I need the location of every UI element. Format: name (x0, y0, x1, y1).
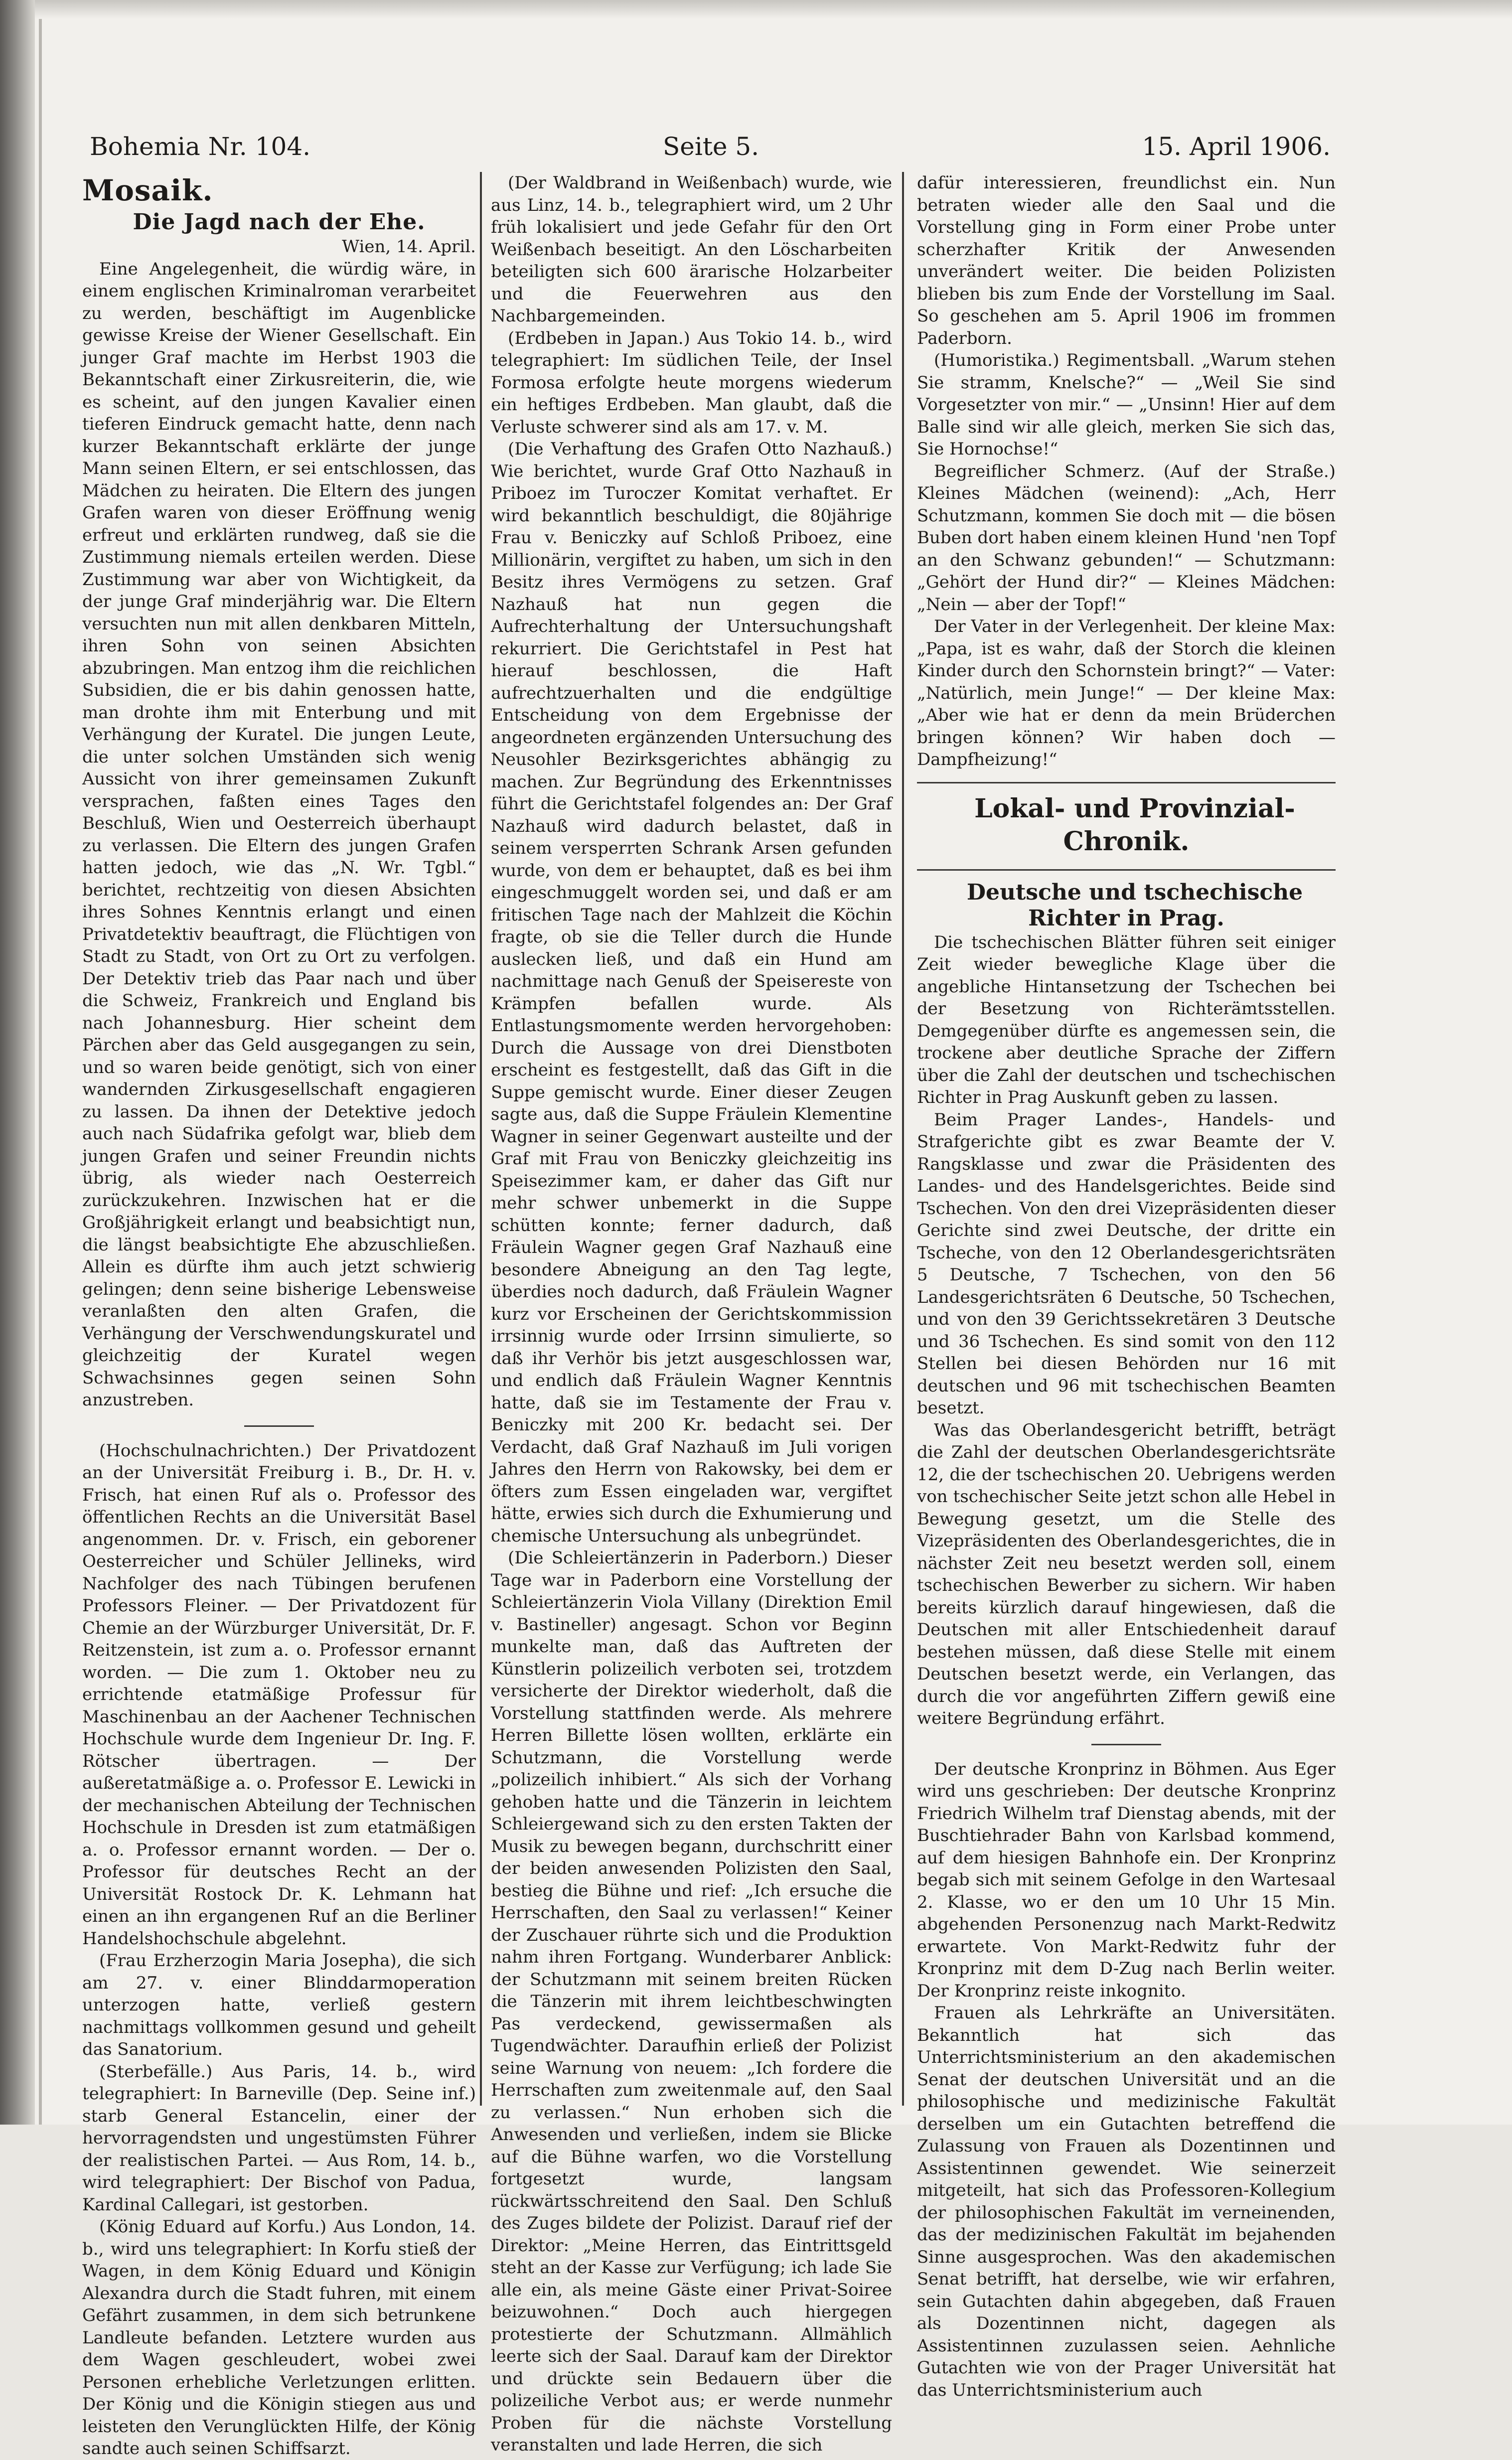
news-item-verhaftung: (Die Verhaftung des Grafen Otto Nazhauß.) Wie berichtet, wurde Graf Otto Nazhauß in Priboez im Turoczer Komitat verhaftet. Er wird bekanntlich beschuldigt, die 80jährige Frau v. Beniczky auf Schloß Priboez, eine Millionärin, vergiftet zu haben, um sich in den Besitz ihres Vermögens zu setzen. Graf Nazhauß hat nun gegen die Aufrechterhaltung der Untersuchungshaft rekurriert. Die Gerichtstafel in Pest hat hierauf beschlossen, die Haft aufrechtzuerhalten und die endgültige Entscheidung von dem Ergebnisse der angeordneten ergänzenden Untersuchung des Neusohler Bezirksgerichtes abhängig zu machen. Zur Begründung des Erkenntnisses führt die Gerichtstafel folgendes an: Der Graf Nazhauß wird dadurch belastet, daß in seinem versperrten Schrank Arsen gefunden wurde, von dem er behauptet, daß es bei ihm eingeschmuggelt worden sei, und daß er am fritischen Tage nach der Mahlzeit die Köchin fragte, ob sie die Teller durch die Hunde auslecken ließ, und daß ein Hund am nachmittage nach Genuß der Speisereste von Krämpfen befallen wurde. Als Entlastungsmomente werden hervorgehoben: Durch die Aussage von drei Dienstboten erscheint es festgestellt, daß das Gift in die Suppe gemischt wurde. Einer dieser Zeugen sagte aus, daß die Suppe Fräulein Klementine Wagner in seiner Gegenwart austeilte und der Graf mit Frau von Beniczky gleichzeitig ins Speisezimmer kam, er daher das Gift nur mehr schwer unbemerkt in die Suppe schütten konnte; ferner dadurch, daß Fräulein Wagner gegen Graf Nazhauß eine besondere Abneigung an den Tag legte, überdies noch dadurch, daß Fräulein Wagner kurz vor Erscheinen der Gerichtskommission irrsinnig wurde oder Irrsinn simulierte, so daß ihr Verhör bis jetzt ausgeschlossen war, und endlich daß Fräulein Wagner Kenntnis hatte, daß sie im Testamente der Frau v. Beniczky mit 200 Kr. bedacht sei. Der Verdacht, daß Graf Nazhauß im Juli vorigen Jahres den Herrn von Rakowsky, bei dem er öfters zum Essen eingeladen war, vergiftet hätte, erwies sich durch die Exhumierung und chemische Untersuchung als unbegründet. (491, 439, 892, 1546)
column-rule-1 (480, 172, 482, 2106)
separator-rule-2 (1091, 1744, 1161, 1745)
column-3 (917, 172, 1336, 2400)
news-item-continuation: dafür interessieren, freundlichst ein. Nun betraten wieder alle den Saal und die Vorstellung ging in Form einer Probe unter scherzhafter Kritik der Anwesenden unverändert weiter. Die beiden Polizisten blieben bis zum Ende der Vorstellung im Saal. So geschehen am 5. April 1906 im frommen Paderborn. (917, 173, 1336, 348)
news-item-schmerz: Begreiflicher Schmerz. (Auf der Straße.) Kleines Mädchen (weinend): „Ach, Herr Schutzmann, kommen Sie doch mit — die bösen Buben dort haben einem kleinen Hund 'nen Topf an den Schwanz gebunden!“ — Schutzmann: „Gehört der Hund dir?“ — Kleines Mädchen: „Nein — aber der Topf!“ (917, 461, 1336, 615)
news-item-humoristika: (Humoristika.) Regimentsball. „Warum stehen Sie stramm, Knelsche?“ — „Weil Sie sind Vorgesetzter von mir.“ — „Unsinn! Hier auf dem Balle sind wir alle gleich, merken Sie sich das, Sie Hornochse!“ (917, 350, 1336, 459)
news-item-kronprinz: Der deutsche Kronprinz in Böhmen. Aus Eger wird uns geschrieben: Der deutsche Kronprinz Friedrich Wilhelm traf Dienstag abends, mit der Buschtiehrader Bahn von Karlsbad kommend, auf dem hiesigen Bahnhofe ein. Der Kronprinz begab sich mit seinem Gefolge in den Wartesaal 2. Klasse, wo er den um 10 Uhr 15 Min. abgehenden Personenzug nach Markt-Redwitz erwartete. Von Markt-Redwitz fuhr der Kronprinz mit dem D-Zug nach Berlin weiter. Der Kronprinz reiste inkognito. (917, 1759, 1336, 2001)
column-2 (491, 172, 892, 2455)
column-rule-2 (902, 172, 904, 2106)
section-separator-bottom (917, 869, 1336, 871)
article-title-jagd: Die Jagd nach der Ehe. (133, 209, 426, 235)
page-top-edge (35, 0, 1512, 19)
article-title-richter: Deutsche und tschechische Richter in Prag. (966, 879, 1303, 931)
book-binding-shadow (0, 0, 35, 2125)
news-item-erdbeben: (Erdbeben in Japan.) Aus Tokio 14. b., wird telegraphiert: Im südlichen Teile, der Insel Formosa erfolgte heute morgens wiederum ein heftiges Erdbeben. Man glaubt, daß die Verluste schwerer sind als am 17. v. M. (491, 328, 892, 437)
column-1 (82, 172, 476, 2459)
article-body-richter-1: Die tschechischen Blätter führen seit einiger Zeit wieder bewegliche Klage über die angebliche Hintansetzung der Tschechen bei der Besetzung von Richterämtsstellen. Demgegenüber dürfte es angemessen sein, die trockene aber deutliche Sprache der Ziffern über die Zahl der deutschen und tschechischen Richter in Prag Auskunft geben zu lassen. (917, 932, 1336, 1107)
news-item-vater: Der Vater in der Verlegenheit. Der kleine Max: „Papa, ist es wahr, daß der Storch die kleinen Kinder durch den Schornstein bringt?“ — Vater: „Natürlich, mein Junge!“ — Der kleine Max: „Aber wie hat er denn da mein Brüderchen bringen können? Wir haben doch — Dampfheizung!“ (917, 616, 1336, 769)
section-title-lokal-chronik: Lokal- und Provinzial-Chronik. (974, 793, 1295, 857)
news-item-frauen-lehrkraefte: Frauen als Lehrkräfte an Universitäten. Bekanntlich hat sich das Unterrichtsministerium an den akademischen Senat der deutschen Universität und an die philosophische und medizinische Fakultät derselben um ein Gutachten betreffend die Zulassung von Frauen als Dozentinnen und Assistentinnen gewendet. Wie seinerzeit mitgeteilt, hat sich das Professoren-Kollegium der philosophischen Fakultät im verneinenden, das der medizinischen Fakultät im bejahenden Sinne ausgesprochen. Was den akademischen Senat betrifft, hat derselbe, wie wir erfahren, sein Gutachten dahin abgegeben, daß Frauen als Dozentinnen nicht, dagegen als Assistentinnen zuzulassen seien. Aehnliche Gutachten wie von der Prager Universität hat das Unterrichtsministerium auch (917, 2003, 1336, 2400)
binding-edge-line (39, 0, 42, 2125)
section-separator-top (917, 782, 1336, 783)
article-body-richter-3: Was das Oberlandesgericht betrifft, beträgt die Zahl der deutschen Oberlandesgerichtsräte 12, die der tschechischen 20. Uebrigens werden von tschechischer Seite jetzt schon alle Hebel in Bewegung gesetzt, um die Stelle des Vizepräsidenten des Oberlandesgerichtes, die in nächster Zeit neu besetzt werden soll, einem tschechischen Bewerber zu sichern. Wir haben bereits kürzlich darauf hingewiesen, daß die Deutschen mit aller Entschiedenheit darauf bestehen müssen, daß diese Stelle mit einem Deutschen besetzt werde, ein Verlangen, das durch die vor angeführten Ziffern gewiß eine weitere Begründung erfährt. (917, 1420, 1336, 1728)
article-body-richter-2: Beim Prager Landes-, Handels- und Strafgerichte gibt es zwar Beamte der V. Rangsklasse und zwar die Präsidenten des Landes- und des Handelsgerichtes. Beide sind Tschechen. Von den drei Vizepräsidenten dieser Gerichte sind zwei Deutsche, der dritte ein Tscheche, von den 12 Oberlandesgerichtsräten 5 Deutsche, 7 Tschechen, von den 56 Landesgerichtsräten 6 Deutsche, 50 Tschechen, und von den 39 Gerichtssekretären 3 Deutsche und 36 Tschechen. Es sind somit von den 112 Stellen bei diesen Behörden nur 16 mit deutschen und 96 mit tschechischen Beamten besetzt. (917, 1109, 1336, 1418)
section-title-mosaik: Mosaik. (82, 173, 213, 207)
news-item-sterbefaelle: (Sterbefälle.) Aus Paris, 14. b., wird telegraphiert: In Barneville (Dep. Seine inf.) starb General Estancelin, einer der hervorragendsten und ungestümsten Führer der realistischen Partei. — Aus Rom, 14. b., wird telegraphiert: Der Bischof von Padua, Kardinal Callegari, ist gestorben. (82, 2061, 476, 2215)
article-body-jagd: Eine Angelegenheit, die würdig wäre, in einem englischen Kriminalroman verarbeitet zu werden, beschäftigt im Augenblicke gewisse Kreise der Wiener Gesellschaft. Ein junger Graf machte im Herbst 1903 die Bekanntschaft einer Zirkusreiterin, die, wie es scheint, auf den jungen Kavalier einen tieferen Eindruck gemacht hatte, denn nach kurzer Bekanntschaft erklärte der junge Mann seinen Eltern, er sei entschlossen, das Mädchen zu heiraten. Die Eltern des jungen Grafen waren von dieser Eröffnung wenig erfreut und erklärten rundweg, daß sie die Zustimmung niemals erteilen werden. Diese Zustimmung war aber von Wichtigkeit, da der junge Graf minderjährig war. Die Eltern versuchten nun mit allen denkbaren Mitteln, ihren Sohn von seinen Absichten abzubringen. Man entzog ihm die reichlichen Subsidien, die er bis dahin genossen hatte, man drohte ihm mit Enterbung und mit Verhängung der Kuratel. Die jungen Leute, die unter solchen Umständen sich wenig Aussicht von ihrer gemeinsamen Zukunft versprachen, faßten eines Tages den Beschluß, Wien und Oesterreich überhaupt zu verlassen. Die Eltern des jungen Grafen hatten jedoch, wie das „N. Wr. Tgbl.“ berichtet, rechtzeitig von diesen Absichten ihres Sohnes Kenntnis erlangt und einen Privatdetektiv beauftragt, die Flüchtigen von Stadt zu Stadt, von Ort zu Ort zu verfolgen. Der Detektiv trieb das Paar nach und über die Schweiz, Frankreich und England bis nach Johannesburg. Hier scheint dem Pärchen aber das Geld ausgegangen zu sein, und so waren beide genötigt, sich von einer wandernden Zirkusgesellschaft engagieren zu lassen. Da ihnen der Detektive jedoch auch nach Südafrika gefolgt war, blieb dem jungen Grafen und seiner Freundin nichts übrig, als wieder nach Oesterreich zurückzukehren. Inzwischen hat er die Großjährigkeit erlangt und beabsichtigt nun, die längst beabsichtigte Ehe abzuschließen. Allein es dürfte ihm auch jetzt schwierig gelingen; denn seine bisherige Lebensweise veranlaßten den alten Grafen, die Verhängung der Verschwendungskuratel und gleichzeitig der Kuratel wegen Schwachsinnes gegen seinen Sohn anzustreben. (82, 259, 476, 1410)
news-item-erzherzogin: (Frau Erzherzogin Maria Josepha), die sich am 27. v. einer Blinddarmoperation unterzogen hatte, verließ gestern nachmittags vollkommen gesund und geheilt das Sanatorium. (82, 1951, 476, 2059)
news-item-schleiertaenzerin: (Die Schleiertänzerin in Paderborn.) Dieser Tage war in Paderborn eine Vorstellung der Schleiertänzerin Viola Villany (Direktion Emil v. Bastineller) angesagt. Schon vor Beginn munkelte man, daß das Auftreten der Künstlerin polizeilich verboten sei, trotzdem versicherte der Direktor wiederholt, daß die Vorstellung stattfinden werde. Als mehrere Herren Billette lösen wollten, erklärte ein Schutzmann, die Vorstellung werde „polizeilich inhibiert.“ Als sich der Vorhang gehoben hatte und die Tänzerin in leichtem Schleiergewand sich zu den ersten Takten der Musik zu bewegen begann, durchschritt einer der beiden anwesenden Polizisten den Saal, bestieg die Bühne und rief: „Ich ersuche die Herrschaften, den Saal zu verlassen!“ Keiner der Zuschauer rührte sich und die Produktion nahm ihren Fortgang. Wunderbarer Anblick: der Schutzmann mit seinem breiten Rücken die Tänzerin mit ihrem leichtbeschwingten Pas verdeckend, gewissermaßen als Tugendwächter. Daraufhin erließ der Polizist seine Warnung von neuem: „Ich fordere die Herrschaften zum zweitenmale auf, den Saal zu verlassen.“ Nun erhoben sich die Anwesenden und verließen, indem sie Blicke auf die Bühne warfen, wo die Vorstellung fortgesetzt wurde, langsam rückwärtsschreitend den Saal. Den Schluß des Zuges bildete der Polizist. Darauf rief der Direktor: „Meine Herren, das Eintrittsgeld steht an der Kasse zur Verfügung; ich lade Sie alle ein, als meine Gäste einer Privat-Soiree beizuwohnen.“ Doch auch hiergegen protestierte der Schutzmann. Allmählich leerte sich der Saal. Darauf kam der Direktor und drückte sein Bedauern über die polizeiliche Verbot aus; er werde nunmehr Proben für die nächste Vorstellung veranstalten und lade Herren, die sich (491, 1548, 892, 2455)
news-item-hochschulnachrichten: (Hochschulnachrichten.) Der Privatdozent an der Universität Freiburg i. B., Dr. H. v. Frisch, hat einen Ruf als o. Professor des öffentlichen Rechts an die Universität Basel angenommen. Dr. v. Frisch, ein geborener Oesterreicher und Schüler Jellineks, wird Nachfolger des nach Tübingen berufenen Professors Fleiner. — Der Privatdozent für Chemie an der Würzburger Universität, Dr. F. Reitzenstein, ist zum a. o. Professor ernannt worden. — Die zum 1. Oktober neu zu errichtende etatmäßige Professur für Maschinenbau an der Aachener Technischen Hochschule wurde dem Ingenieur Dr. Ing. F. Rötscher übertragen. — Der außeretatmäßige a. o. Professor E. Lewicki in der mechanischen Abteilung der Technischen Hochschule in Dresden ist zum etatmäßigen a. o. Professor ernannt worden. — Der o. Professor für deutsches Recht an der Universität Rostock Dr. K. Lehmann hat einen an ihn ergangenen Ruf an die Berliner Handelshochschule abgelehnt. (82, 1440, 476, 1949)
news-item-koenig-eduard: (König Eduard auf Korfu.) Aus London, 14. b., wird uns telegraphiert: In Korfu stieß der Wagen, in dem König Eduard und Königin Alexandra durch die Stadt fuhren, mit einem Gefährt zusammen, in dem sich betrunkene Landleute befanden. Letztere wurden aus dem Wagen geschleudert, wobei zwei Personen erhebliche Verletzungen erlitten. Der König und die Königin stiegen aus und leisteten den Verunglückten Hilfe, der König sandte auch seinen Schiffsarzt. (82, 2217, 476, 2459)
article-dateline: Wien, 14. April. (342, 237, 476, 257)
page-header (90, 132, 1331, 172)
header-page-number: Seite 5. (663, 132, 759, 161)
separator-rule (244, 1425, 314, 1427)
header-date: 15. April 1906. (1142, 132, 1331, 161)
header-issue: Bohemia Nr. 104. (90, 132, 311, 161)
news-item-waldbrand: (Der Waldbrand in Weißenbach) wurde, wie aus Linz, 14. b., telegraphiert wird, um 2 Uhr früh lokalisiert und jede Gefahr für den Ort Weißenbach beseitigt. An den Löscharbeiten beteiligten sich 600 ärarische Holzarbeiter und die Feuerwehren aus den Nachbargemeinden. (491, 173, 892, 326)
